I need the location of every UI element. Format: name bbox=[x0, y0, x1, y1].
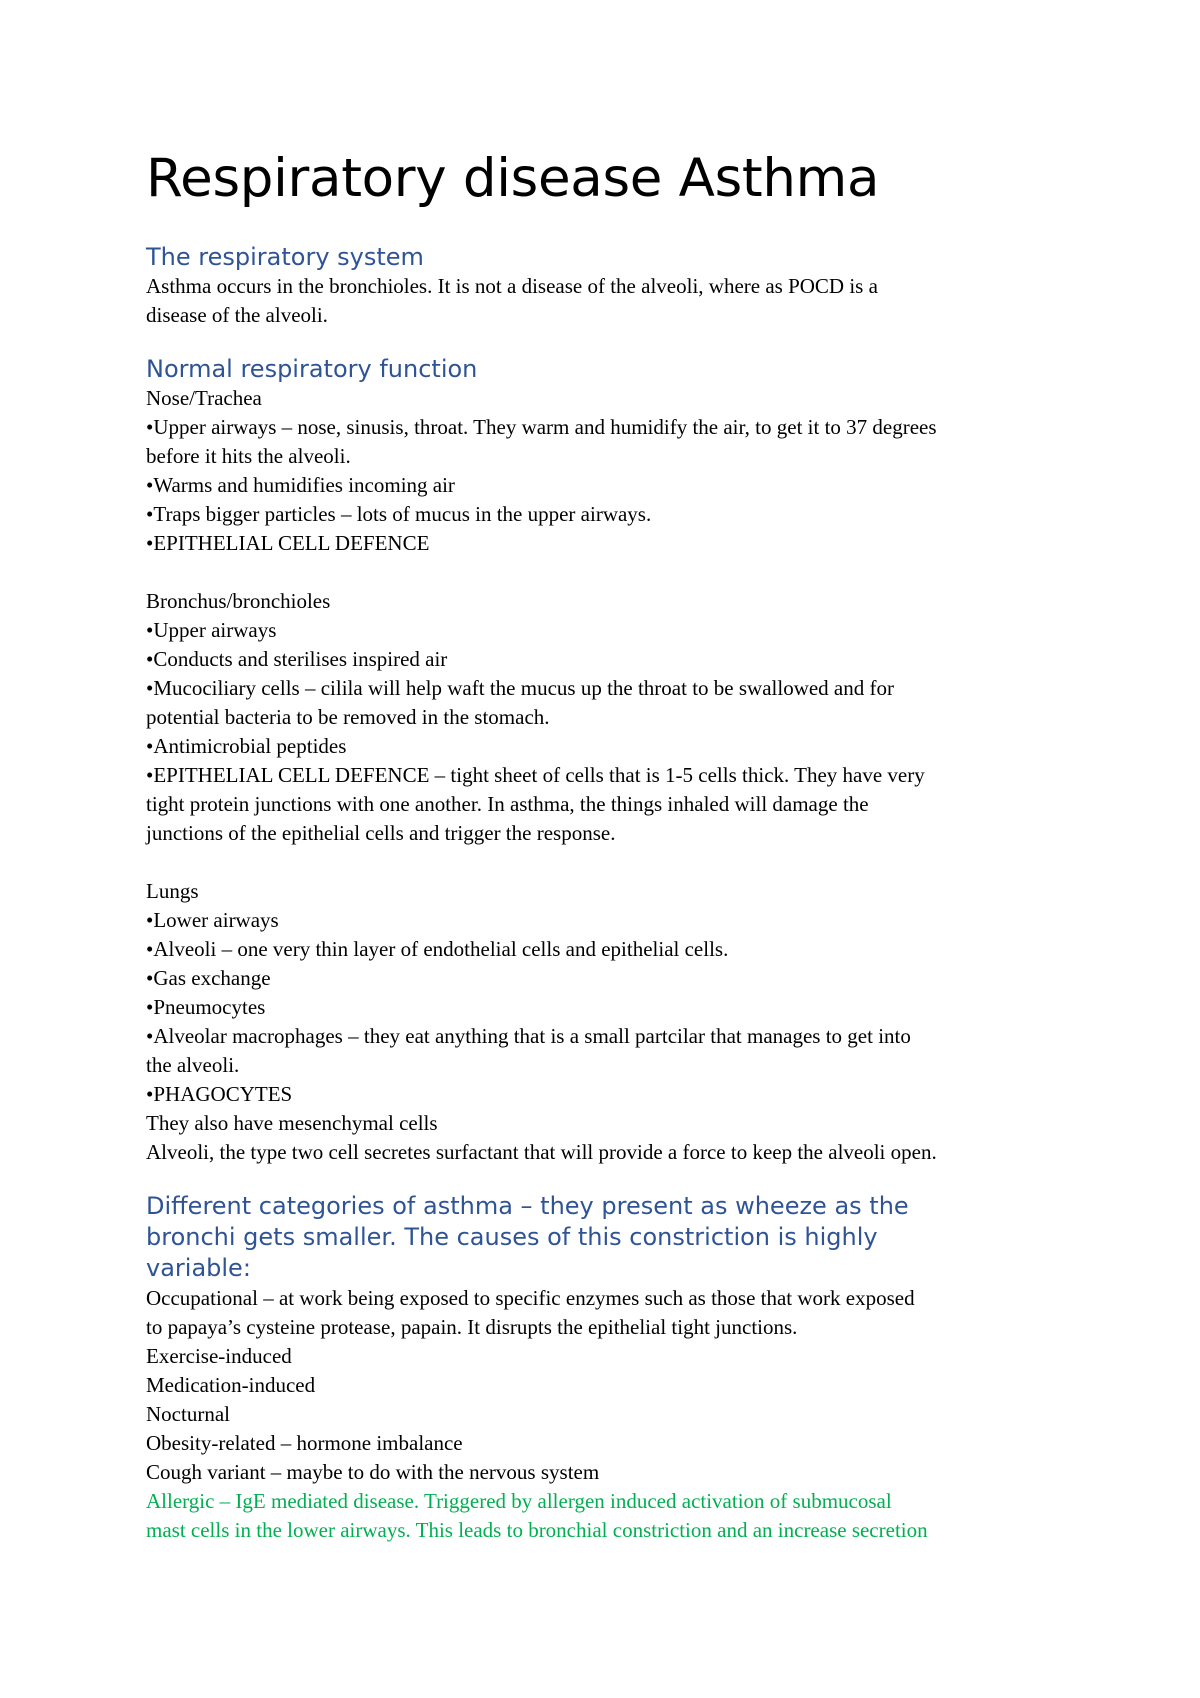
list-item: •Upper airways bbox=[146, 618, 277, 642]
list-item: Exercise-induced bbox=[146, 1344, 292, 1368]
asthma-categories-list bbox=[146, 1284, 1070, 1545]
respiratory-system-text bbox=[146, 272, 1070, 330]
list-item: Obesity-related – hormone imbalance bbox=[146, 1431, 463, 1455]
list-item: Alveoli, the type two cell secretes surfactant that will provide a force to keep the alveoli open. bbox=[146, 1140, 937, 1164]
list-item: •Conducts and sterilises inspired air bbox=[146, 647, 448, 671]
list-item: potential bacteria to be removed in the stomach. bbox=[146, 705, 550, 729]
list-item: •Warms and humidifies incoming air bbox=[146, 473, 455, 497]
allergic-text: Allergic – IgE mediated disease. Triggered by allergen induced activation of submucosal bbox=[146, 1489, 892, 1513]
heading-line: Different categories of asthma – they present as wheeze as the bbox=[146, 1192, 909, 1220]
list-item: •Gas exchange bbox=[146, 966, 271, 990]
list-item: •Lower airways bbox=[146, 908, 279, 932]
list-item: •Pneumocytes bbox=[146, 995, 266, 1019]
list-item: •Alveoli – one very thin layer of endothelial cells and epithelial cells. bbox=[146, 937, 729, 961]
list-item: •Traps bigger particles – lots of mucus in the upper airways. bbox=[146, 502, 652, 526]
list-heading: Lungs bbox=[146, 879, 199, 903]
heading-asthma-categories bbox=[146, 1191, 1070, 1284]
list-item: •Alveolar macrophages – they eat anything that is a small partcilar that manages to get into bbox=[146, 1024, 911, 1048]
list-item: •PHAGOCYTES bbox=[146, 1082, 293, 1106]
heading-respiratory-system: The respiratory system bbox=[146, 243, 424, 271]
list-item: Cough variant – maybe to do with the nervous system bbox=[146, 1460, 600, 1484]
list-item: •EPITHELIAL CELL DEFENCE bbox=[146, 531, 430, 555]
list-item: •Antimicrobial peptides bbox=[146, 734, 347, 758]
heading-normal-respiratory-function: Normal respiratory function bbox=[146, 355, 478, 383]
list-item: tight protein junctions with one another. In asthma, the things inhaled will damage the bbox=[146, 792, 869, 816]
nose-trachea-list bbox=[146, 384, 1070, 558]
list-item: to papaya’s cysteine protease, papain. It disrupts the epithelial tight junctions. bbox=[146, 1315, 798, 1339]
paragraph-line: disease of the alveoli. bbox=[146, 303, 328, 327]
list-item: Occupational – at work being exposed to specific enzymes such as those that work exposed bbox=[146, 1286, 915, 1310]
list-item: before it hits the alveoli. bbox=[146, 444, 351, 468]
list-item: Nocturnal bbox=[146, 1402, 230, 1426]
heading-line: variable: bbox=[146, 1254, 251, 1282]
list-item: Medication-induced bbox=[146, 1373, 316, 1397]
list-item: the alveoli. bbox=[146, 1053, 240, 1077]
allergic-text: mast cells in the lower airways. This leads to bronchial constriction and an increase secretion bbox=[146, 1518, 928, 1542]
list-item: They also have mesenchymal cells bbox=[146, 1111, 438, 1135]
list-heading: Bronchus/bronchioles bbox=[146, 589, 331, 613]
lungs-list bbox=[146, 877, 1070, 1167]
paragraph-line: Asthma occurs in the bronchioles. It is not a disease of the alveoli, where as POCD is a bbox=[146, 274, 878, 298]
list-item: junctions of the epithelial cells and trigger the response. bbox=[146, 821, 616, 845]
list-item: •Upper airways – nose, sinusis, throat. They warm and humidify the air, to get it to 37 degrees bbox=[146, 415, 937, 439]
list-heading: Nose/Trachea bbox=[146, 386, 262, 410]
list-item: •Mucociliary cells – cilila will help waft the mucus up the throat to be swallowed and for bbox=[146, 676, 894, 700]
heading-line: bronchi gets smaller. The causes of this constriction is highly bbox=[146, 1223, 878, 1251]
document-title: Respiratory disease Asthma bbox=[146, 148, 880, 209]
bronchus-list bbox=[146, 587, 1070, 848]
list-item: •EPITHELIAL CELL DEFENCE – tight sheet of cells that is 1-5 cells thick. They have very bbox=[146, 763, 925, 787]
